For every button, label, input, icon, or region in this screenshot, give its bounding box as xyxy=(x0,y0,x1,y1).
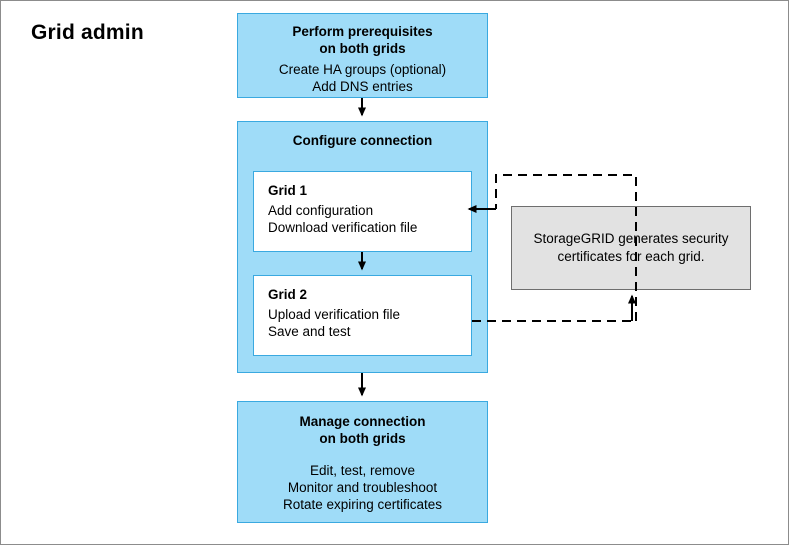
diagram-title: Grid admin xyxy=(31,21,144,44)
grid2-heading: Grid 2 xyxy=(268,287,308,302)
grid2-body-line1: Upload verification file xyxy=(268,307,401,322)
grid1-body-line1: Add configuration xyxy=(268,203,374,218)
manage-heading-line1: Manage connection xyxy=(299,414,426,429)
manage-body-line3: Rotate expiring certificates xyxy=(282,497,443,512)
grid2-body-line2: Save and test xyxy=(268,324,351,339)
note-security-certificates xyxy=(511,206,751,290)
manage-heading-line2: on both grids xyxy=(319,431,406,446)
prerequisites-heading-line1: Perform prerequisites xyxy=(292,24,433,39)
prerequisites-body-line1: Create HA groups (optional) xyxy=(278,62,447,77)
note-text: StorageGRID generates security certificates for each grid. xyxy=(533,231,729,264)
grid1-heading: Grid 1 xyxy=(268,183,308,198)
node-grid-2 xyxy=(253,275,472,356)
prerequisites-body-line2: Add DNS entries xyxy=(312,79,413,94)
grid1-body-line2: Download verification file xyxy=(268,220,418,235)
node-perform-prerequisites xyxy=(237,13,488,98)
manage-body-line1: Edit, test, remove xyxy=(309,463,416,478)
configure-heading: Configure connection xyxy=(292,133,433,148)
node-manage-connection xyxy=(237,401,488,523)
prerequisites-heading-line2: on both grids xyxy=(319,41,406,56)
manage-body-line2: Monitor and troubleshoot xyxy=(287,480,438,495)
node-grid-1 xyxy=(253,171,472,252)
